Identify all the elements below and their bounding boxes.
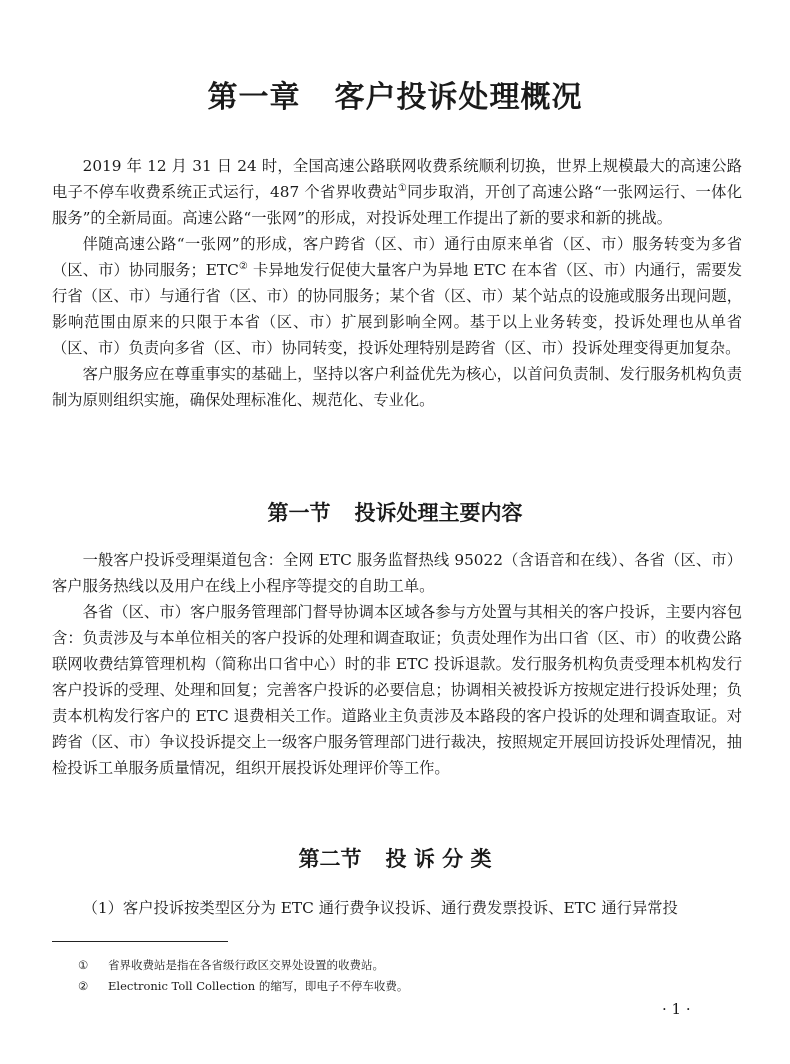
chapter-name: 客户投诉处理概况 xyxy=(334,80,583,115)
chapter-title xyxy=(0,72,790,116)
footnote-ref: ② xyxy=(238,260,248,272)
chapter-number: 第一章 xyxy=(207,80,301,115)
section1-body xyxy=(52,547,742,781)
section-name: 投 诉 分 类 xyxy=(385,847,492,871)
paragraph: 一般客户投诉受理渠道包含：全网 ETC 服务监督热线 95022（含语音和在线）、各省（区、市）客户服务热线以及用户在线上小程序等提交的自助工单。 xyxy=(52,551,742,595)
section-title xyxy=(0,843,790,873)
footnote-ref: ① xyxy=(397,182,408,194)
paragraph: 各省（区、市）客户服务管理部门督导协调本区域各参与方处置与其相关的客户投诉，主要内容包含：负责涉及与本单位相关的客户投诉的处理和调查取证；负责处理作为出口省（区、市）的收费公路联网收费结算管理机构（简称出口省中心）时的非 ETC 投诉退款。发行服务机构负责受理本机构发行客户投诉的受理、处理和回复；完善客户投诉的必要信息；协调相关被投诉方按规定进行投诉处理；负责本机构发行客户的 ETC 退费相关工作。道路业主负责涉及本路段的客户投诉的处理和调查取证。对跨省（区、市）争议投诉提交上一级客户服务管理部门进行裁决，按照规定开展回访投诉处理情况，抽检投诉工单服务质量情况，组织开展投诉处理评价等工作。 xyxy=(52,603,742,777)
section-title xyxy=(0,497,790,527)
footnote xyxy=(78,955,718,976)
paragraph: 2019 年 12 月 31 日 24 时，全国高速公路联网收费系统顺利切换，世界上规模最大的高速公路电子不停车收费系统正式运行，487 个省界收费站①同步取消，开创了高速公路“一张网运行、一体化服务”的全新局面。高速公路“一张网”的形成，对投诉处理工作提出了新的要求和新的挑战。 xyxy=(52,157,742,227)
footnote-mark: ① xyxy=(78,958,89,972)
paragraph: （1）客户投诉按类型区分为 ETC 通行费争议投诉、通行费发票投诉、ETC 通行异常投 xyxy=(82,899,678,917)
intro-body xyxy=(52,153,742,413)
section2-body xyxy=(52,895,742,921)
footnotes xyxy=(78,955,718,997)
footnote-text: 省界收费站是指在各省级行政区交界处设置的收费站。 xyxy=(108,958,384,972)
paragraph: 伴随高速公路“一张网”的形成，客户跨省（区、市）通行由原来单省（区、市）服务转变为多省（区、市）协同服务；ETC② 卡异地发行促使大量客户为异地 ETC 在本省（区、市）内通行，需要发行省（区、市）与通行省（区、市）的协同服务；某个省（区、市）某个站点的设施或服务出现问题，影响范围由原来的只限于本省（区、市）扩展到影响全网。基于以上业务转变，投诉处理也从单省（区、市）负责向多省（区、市）协同转变，投诉处理特别是跨省（区、市）投诉处理变得更加复杂。 xyxy=(52,235,743,357)
section-number: 第一节 xyxy=(267,501,331,525)
footnote-divider xyxy=(52,941,228,942)
footnote-mark: ② xyxy=(78,979,89,993)
footnote xyxy=(78,976,718,997)
page-number: · 1 · xyxy=(662,1000,691,1018)
footnote-text: Electronic Toll Collection 的缩写，即电子不停车收费。 xyxy=(108,979,409,993)
section-number: 第二节 xyxy=(298,847,362,871)
paragraph: 客户服务应在尊重事实的基础上，坚持以客户利益优先为核心，以首问负责制、发行服务机构负责制为原则组织实施，确保处理标准化、规范化、专业化。 xyxy=(52,365,742,409)
section-name: 投诉处理主要内容 xyxy=(354,501,523,525)
